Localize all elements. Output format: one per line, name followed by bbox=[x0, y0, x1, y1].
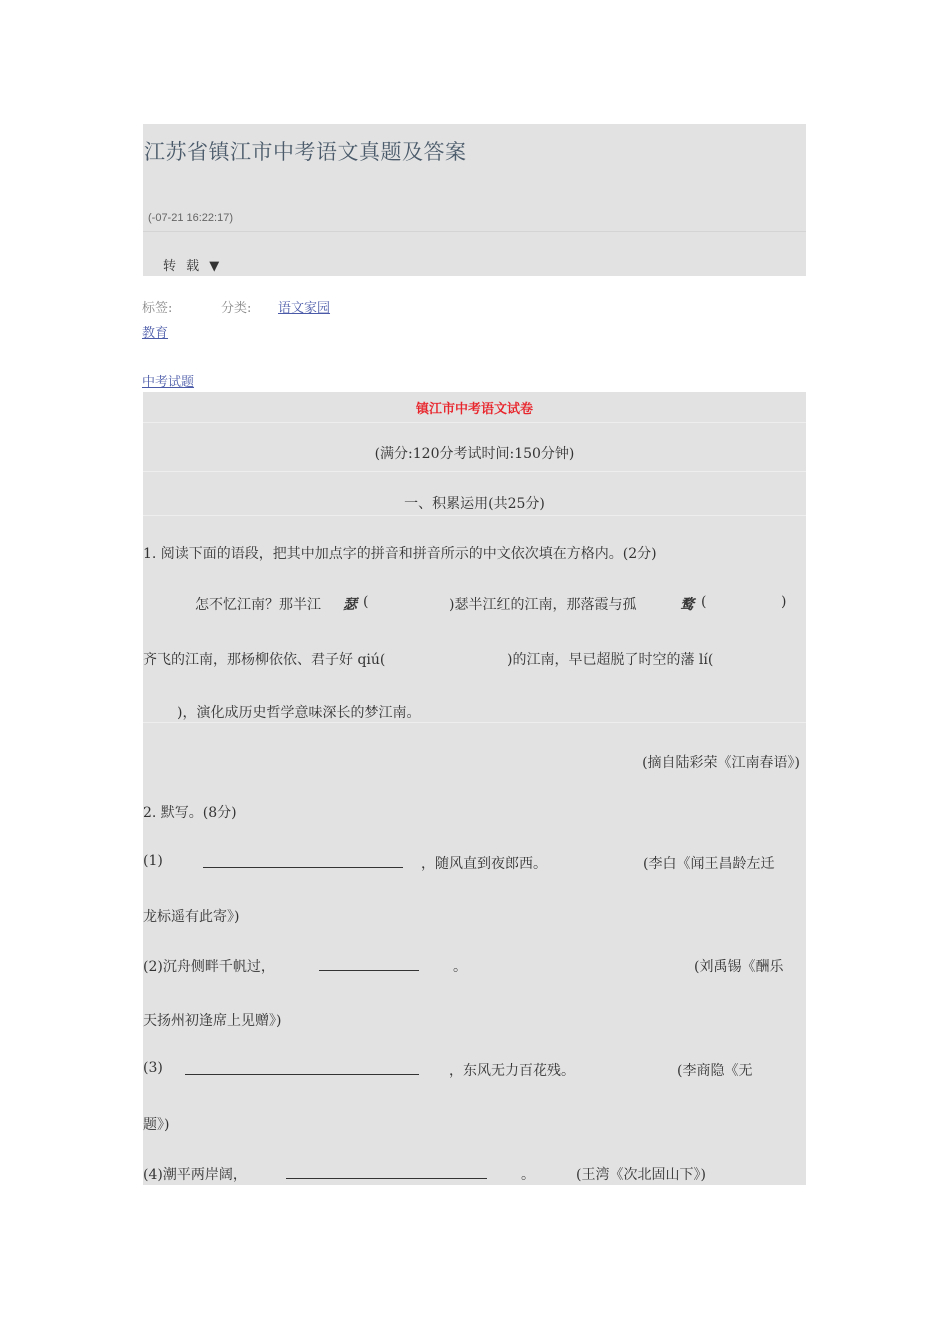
q1-source: (摘自陆彩荣《江南春语》) bbox=[642, 755, 800, 771]
article-body bbox=[143, 392, 806, 1185]
q2-item-number: (3) bbox=[143, 1060, 163, 1076]
answer-blank[interactable] bbox=[185, 1060, 419, 1075]
q1-paren: ( bbox=[701, 594, 707, 610]
q1-text: )，演化成历史哲学意味深长的梦江南。 bbox=[177, 705, 421, 721]
divider bbox=[143, 422, 806, 423]
q1-dotted-char-2: 鹜 bbox=[680, 597, 694, 613]
q2-item-number: (1) bbox=[143, 853, 163, 869]
answer-blank[interactable] bbox=[286, 1164, 487, 1179]
category-label: 分类: bbox=[221, 301, 252, 316]
q2-item-3-cont: 题》) bbox=[143, 1117, 170, 1133]
q1-paren: ) bbox=[781, 594, 787, 610]
question-2: 2. 默写。(8分) bbox=[143, 805, 237, 821]
repost-button[interactable]: 转 载 ▼ bbox=[163, 259, 223, 274]
q1-dotted-char-1: 瑟 bbox=[343, 597, 357, 613]
divider bbox=[143, 722, 806, 723]
answer-blank[interactable] bbox=[319, 956, 419, 971]
tags-label: 标签: bbox=[142, 301, 173, 316]
exam-title: 镇江市中考语文试卷 bbox=[415, 402, 533, 417]
q2-source: (李白《闻王昌龄左迁 bbox=[643, 856, 775, 872]
section-heading: 一、积累运用(共25分) bbox=[404, 496, 545, 512]
q2-source: (刘禹锡《酬乐 bbox=[694, 959, 784, 975]
q2-source: (李商隐《无 bbox=[677, 1063, 753, 1079]
article-title: 江苏省镇江市中考语文真题及答案 bbox=[144, 141, 467, 164]
answer-blank[interactable] bbox=[203, 853, 403, 868]
q2-item-1-cont: 龙标遥有此寄》) bbox=[143, 909, 240, 925]
q1-text: )瑟半江红的江南，那落霞与孤 bbox=[449, 597, 637, 613]
divider bbox=[143, 515, 806, 516]
question-1: 1. 阅读下面的语段，把其中加点字的拼音和拼音所示的中文依次填在方格内。(2分) bbox=[143, 546, 657, 562]
q2-verse: ，东风无力百花残。 bbox=[449, 1063, 575, 1079]
category-link[interactable]: 语文家园 bbox=[278, 301, 331, 316]
q2-verse: (2)沉舟侧畔千帆过， bbox=[143, 959, 275, 975]
exam-subtitle: (满分:120分考试时间:150分钟) bbox=[374, 446, 575, 462]
q2-verse: (4)潮平两岸阔， bbox=[143, 1167, 247, 1183]
tag-link-education[interactable]: 教育 bbox=[142, 326, 169, 341]
q1-text: )的江南，早已超脱了时空的藩 lí( bbox=[507, 652, 714, 668]
q1-text: 怎不忆江南？那半江 bbox=[195, 597, 321, 613]
q2-verse: 。 bbox=[521, 1167, 535, 1183]
q2-verse: ，随风直到夜郎西。 bbox=[421, 856, 547, 872]
q2-source: (王湾《次北固山下》) bbox=[576, 1167, 706, 1183]
divider bbox=[143, 471, 806, 472]
q1-text: 齐飞的江南，那杨柳依依、君子好 qiú( bbox=[143, 652, 386, 668]
q2-item-2-cont: 天扬州初逢席上见赠》) bbox=[143, 1013, 282, 1029]
article-header bbox=[143, 124, 806, 276]
article-date: (-07-21 16:22:17) bbox=[148, 212, 233, 224]
tag-link-exam[interactable]: 中考试题 bbox=[142, 375, 195, 390]
q2-verse: 。 bbox=[453, 959, 467, 975]
q1-paren: ( bbox=[363, 594, 369, 610]
header-divider bbox=[143, 231, 806, 232]
